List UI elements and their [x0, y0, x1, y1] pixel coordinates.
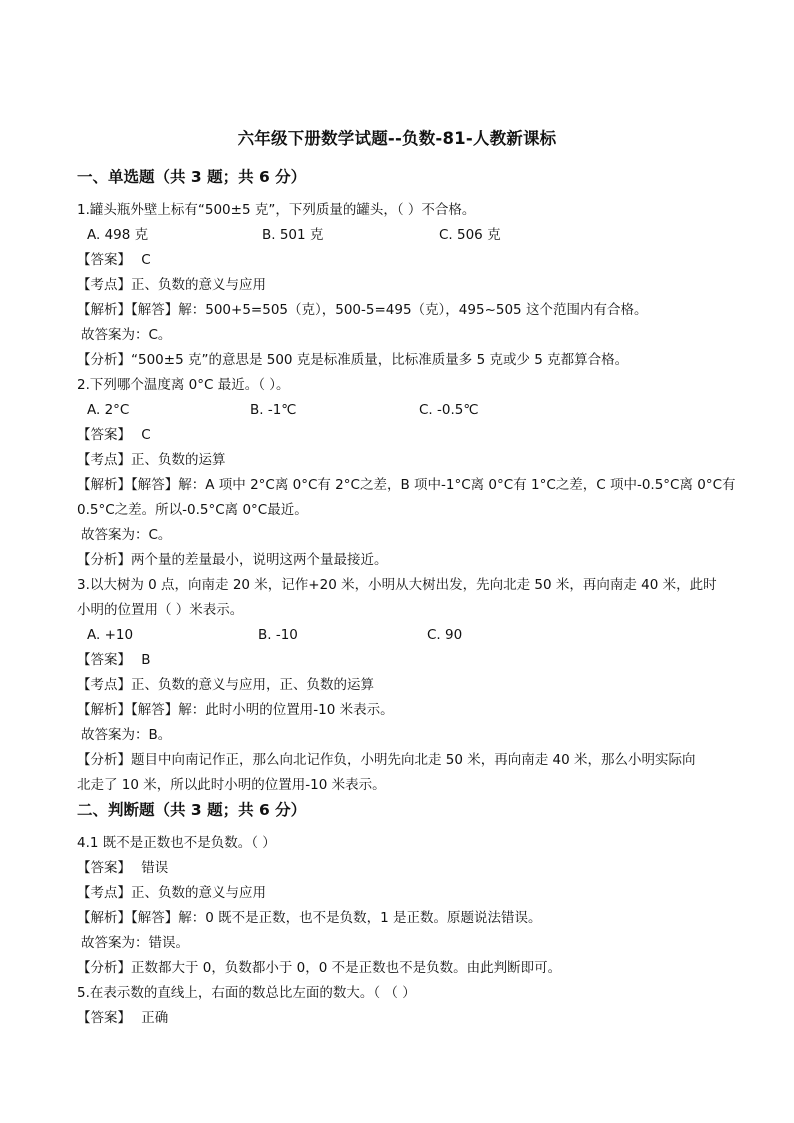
analysis-tag: 【解析】 — [77, 302, 131, 318]
answer-tag: 【答案】 — [77, 427, 131, 443]
question-3-answer-row — [77, 650, 151, 670]
question-3-answer: B — [141, 652, 151, 668]
question-2-fenxi: 两个量的差量最小，说明这两个量最接近。 — [131, 552, 388, 568]
question-1-point-row — [77, 275, 266, 295]
analysis-tag: 【解析】 — [77, 702, 131, 718]
answer-tag: 【答案】 — [77, 252, 131, 268]
section-heading-true-false: 二、判断题（共 3 题；共 6 分） — [77, 801, 307, 819]
question-1-point: 正、负数的意义与应用 — [131, 277, 266, 293]
solve-tag: 【解答】 — [131, 477, 179, 493]
question-4-point: 正、负数的意义与应用 — [131, 885, 266, 901]
point-tag: 【考点】 — [77, 885, 131, 901]
question-1-answer-row — [77, 250, 151, 270]
question-3-analysis-row — [77, 700, 394, 720]
question-4-fenxi: 正数都大于 0，负数都小于 0，0 不是正数也不是负数。由此判断即可。 — [131, 960, 562, 976]
question-1-option-c: C. 506 克 — [439, 227, 501, 243]
question-5-stem: 5.在表示数的直线上，右面的数总比左面的数大。（ （ ） — [77, 985, 416, 1001]
question-2-analysis-row — [77, 475, 736, 495]
question-4-analysis-row — [77, 908, 542, 928]
question-3-option-a: A. +10 — [87, 627, 134, 643]
question-2-answer-row — [77, 425, 151, 445]
question-1-option-a: A. 498 克 — [87, 227, 149, 243]
section-heading-single-choice: 一、单选题（共 3 题；共 6 分） — [77, 168, 307, 186]
question-3-option-b: B. -10 — [258, 627, 298, 643]
question-3-solution: 解：此时小明的位置用-10 米表示。 — [178, 702, 394, 718]
question-2-point-row — [77, 450, 226, 470]
fenxi-tag: 【分析】 — [77, 752, 131, 768]
question-2-option-b: B. -1℃ — [250, 402, 297, 418]
question-2-answer: C — [141, 427, 151, 443]
question-1-analysis-row — [77, 300, 647, 320]
solve-tag: 【解答】 — [131, 302, 179, 318]
question-1-solution: 解：500+5=505（克），500-5=495（克），495~505 这个范围内有合格。 — [178, 302, 648, 318]
question-2-solution-line-1: 解：A 项中 2°C离 0°C有 2°C之差，B 项中-1°C离 0°C有 1°C之差，C 项中-0.5°C离 0°C有 — [178, 477, 736, 493]
question-2-option-c: C. -0.5℃ — [419, 402, 479, 418]
question-4-conclusion: 故答案为：错误。 — [81, 935, 189, 951]
question-1-option-b: B. 501 克 — [262, 227, 324, 243]
question-4-answer: 错误 — [141, 860, 169, 876]
question-3-fenxi-row — [77, 750, 696, 770]
point-tag: 【考点】 — [77, 677, 131, 693]
question-4-point-row — [77, 883, 266, 903]
question-3-option-c: C. 90 — [427, 627, 463, 643]
solve-tag: 【解答】 — [131, 910, 179, 926]
question-4-answer-row — [77, 858, 168, 878]
question-3-fenxi-line-2: 北走了 10 米，所以此时小明的位置用-10 米表示。 — [77, 777, 386, 793]
answer-tag: 【答案】 — [77, 652, 131, 668]
question-2-fenxi-row — [77, 550, 388, 570]
question-3-point-row — [77, 675, 374, 695]
question-4-stem: 4.1 既不是正数也不是负数。（ ） — [77, 835, 276, 851]
analysis-tag: 【解析】 — [77, 477, 131, 493]
question-3-point: 正、负数的意义与应用，正、负数的运算 — [131, 677, 374, 693]
question-1-conclusion: 故答案为：C。 — [81, 327, 172, 343]
answer-tag: 【答案】 — [77, 860, 131, 876]
question-1-stem: 1.罐头瓶外壁上标有“500±5 克”，下列质量的罐头，（ ）不合格。 — [77, 202, 476, 218]
question-1-fenxi-row — [77, 350, 628, 370]
document-title: 六年级下册数学试题--负数-81-人教新课标 — [237, 129, 557, 148]
question-4-solution: 解：0 既不是正数，也不是负数，1 是正数。原题说法错误。 — [178, 910, 542, 926]
fenxi-tag: 【分析】 — [77, 960, 131, 976]
question-3-stem-line-1: 3.以大树为 0 点，向南走 20 米，记作+20 米，小明从大树出发，先向北走 50 米，再向南走 40 米，此时 — [77, 577, 717, 593]
analysis-tag: 【解析】 — [77, 910, 131, 926]
question-3-conclusion: 故答案为：B。 — [81, 727, 172, 743]
answer-tag: 【答案】 — [77, 1010, 131, 1026]
question-1-answer: C — [141, 252, 151, 268]
question-2-option-a: A. 2°C — [87, 402, 130, 418]
fenxi-tag: 【分析】 — [77, 352, 131, 368]
question-2-point: 正、负数的运算 — [131, 452, 226, 468]
question-2-stem: 2.下列哪个温度离 0°C 最近。（ ）。 — [77, 377, 290, 393]
question-5-answer-row — [77, 1008, 168, 1028]
question-1-fenxi: “500±5 克”的意思是 500 克是标准质量，比标准质量多 5 克或少 5 克都算合格。 — [131, 352, 629, 368]
question-2-solution-line-2: 0.5°C之差。所以-0.5°C离 0°C最近。 — [77, 502, 308, 518]
point-tag: 【考点】 — [77, 277, 131, 293]
fenxi-tag: 【分析】 — [77, 552, 131, 568]
solve-tag: 【解答】 — [131, 702, 179, 718]
question-5-answer: 正确 — [141, 1010, 169, 1026]
point-tag: 【考点】 — [77, 452, 131, 468]
question-2-conclusion: 故答案为：C。 — [81, 527, 172, 543]
question-4-fenxi-row — [77, 958, 561, 978]
question-3-fenxi-line-1: 题目中向南记作正，那么向北记作负，小明先向北走 50 米，再向南走 40 米，那么小明实际向 — [131, 752, 696, 768]
question-3-stem-line-2: 小明的位置用（ ）米表示。 — [77, 602, 244, 618]
